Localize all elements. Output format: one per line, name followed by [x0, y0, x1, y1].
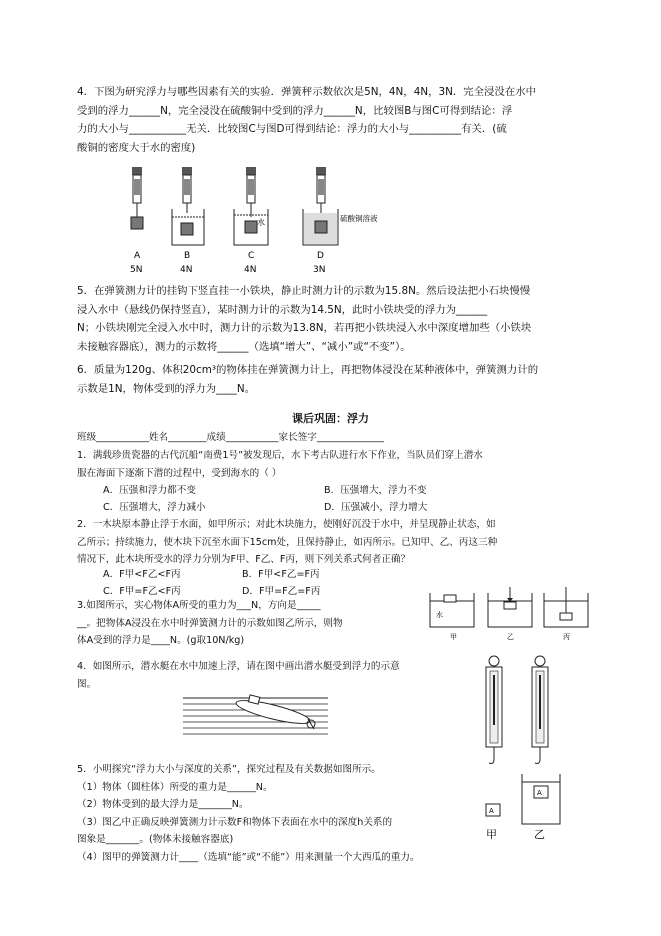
spring-scale-left-icon	[486, 656, 502, 764]
hw3-line-1: 3.如图所示，实心物体A所受的重力为___N，方向是_____	[77, 600, 321, 611]
hw1-option-c: C．压强增大，浮力减小	[103, 502, 206, 513]
q5-line-4: 未接触容器底），测力的示数将______（选填“增大”、“减小”或“不变”）。	[77, 340, 411, 353]
hw5-line-1: 5．小明探究“浮力大小与深度的关系”，探究过程及有关数据如图所示。	[77, 764, 381, 775]
section-title: 课后巩固：浮力	[292, 412, 369, 425]
q4-fig-c	[234, 167, 268, 245]
q4-label-d: D	[317, 251, 324, 261]
hw1-option-d: D．压强减小，浮力增大	[324, 502, 428, 513]
hw5-line-6: （4）图甲的弹簧测力计____（选填“能”或“不能”）用来测量一个大西瓜的重力。	[77, 851, 420, 863]
q4-line-1: 4．下图为研究浮力与哪些因素有关的实验．弹簧秤示数依次是5N，4N，4N，3N．完全浸没在水中	[77, 86, 536, 98]
hw2-line-3: 情况下，此木块所受水的浮力分别为F甲、F乙、F丙，则下列关系式何者正确？	[77, 554, 411, 565]
q4-text	[77, 83, 536, 157]
q4-label-b: B	[184, 251, 191, 261]
hw3-text	[77, 597, 343, 650]
hw2-line-1: 2．一木块原本静止浮于水面，如甲所示；对此木块施力，使刚好沉没于水中，并呈现静止状态，如	[77, 519, 496, 530]
hw2-label-bing: 丙	[563, 633, 570, 641]
q4-reading-b: 4N	[180, 265, 193, 275]
hw2-option-c: C．F甲=F乙<F丙	[103, 586, 181, 597]
hw5-line-3: （2）物体受到的最大浮力是_______N。	[77, 799, 249, 810]
q4-label-c: C	[248, 251, 255, 261]
q5-text	[77, 282, 531, 356]
hw2-figure	[428, 587, 598, 642]
hw5-text	[77, 761, 420, 866]
q4-reading-c: 4N	[244, 265, 257, 275]
q4-fig-d	[303, 167, 378, 245]
hw3-line-3: 体A受到的浮力是____N。(g取10N/kg)	[77, 635, 245, 646]
hw2-water-label: 水	[436, 611, 443, 619]
q4-fig-a	[131, 167, 143, 229]
q4-fig-b	[172, 167, 204, 245]
q4-label-a: A	[134, 251, 141, 261]
hw1-line-2: 服在海面下逐渐下潜的过程中，受到海水的（ ）	[77, 467, 282, 479]
hw2-option-b: B．F甲<F乙=F丙	[242, 569, 320, 580]
hw5-block-label: A	[489, 807, 494, 815]
q5-line-1: 5．在弹簧测力计的挂钩下竖直挂一小铁块，静止时测力计的示数为15.8N。然后设法把小石块慢慢	[77, 285, 531, 297]
hw5-line-4: （3）图乙中正确反映弹簧测力计示数F和物体下表面在水中的深度h关系的	[77, 816, 393, 828]
header-line: 班级___________姓名________成绩___________家长签字______________	[77, 432, 384, 443]
hw2-label-yi: 乙	[507, 633, 514, 641]
q6-line-1: 6．质量为120g、体积20cm³的物体挂在弹簧测力计上，再把物体浸没在某种液体中，弹簧测力计的	[77, 364, 539, 376]
q4-figure	[120, 165, 378, 275]
hw4-submarine-figure	[183, 688, 328, 740]
hw2-text	[77, 516, 497, 569]
hw2-option-d: D．F甲=F乙=F丙	[242, 586, 321, 597]
hw3-line-2: __。把物体A浸没在水中时弹簧测力计的示数如图乙所示，则物	[77, 617, 343, 629]
q4-water-label: 水	[257, 218, 265, 227]
q6-line-2: 示数是1N，物体受到的浮力为____N。	[77, 382, 256, 395]
hw5-label-yi: 乙	[534, 828, 545, 841]
hw5-block-label-2: A	[537, 789, 542, 797]
q4-line-3: 力的大小与___________无关．比较图C与图D可得到结论：浮力的大小与__________有关．(硫	[77, 123, 507, 135]
hw1-text	[77, 447, 483, 482]
q4-reading-a: 5N	[130, 265, 143, 275]
hw2-label-jia: 甲	[450, 633, 457, 641]
submarine-icon	[234, 695, 315, 729]
q4-line-4: 酸铜的密度大于水的密度)	[77, 141, 196, 154]
q4-solution-label: 硫酸铜溶液	[340, 214, 378, 223]
hw1-line-1: 1．满载珍贵瓷器的古代沉船“南费1号”被发现后，水下考古队进行水下作业，当队员们穿上潜水	[77, 450, 483, 461]
hw4-line-2: 图。	[77, 678, 97, 690]
hw5-line-5: 图象是_______。(物体未接触容器底)	[77, 834, 234, 845]
q4-reading-d: 3N	[313, 265, 326, 275]
spring-scale-right-icon	[532, 656, 548, 764]
hw-spring-scales-figure	[482, 655, 552, 775]
hw2-option-a: A．F甲<F乙<F丙	[103, 569, 181, 580]
hw4-line-1: 4．如图所示，潜水艇在水中加速上浮，请在图中画出潜水艇受到浮力的示意	[77, 661, 400, 672]
hw2-line-2: 乙所示；持续施力，使木块下沉至水面下15cm处，且保持静止，如丙所示。已知甲、乙、丙这三种	[77, 536, 498, 548]
q6-text	[77, 361, 538, 398]
q4-line-2: 受到的浮力______N，完全浸没在硫酸铜中受到的浮力______N，比较图B与图C可得到结论：浮	[77, 104, 513, 117]
hw1-option-a: A．压强和浮力都不变	[103, 485, 196, 496]
hw5-figure	[480, 772, 570, 842]
hw1-option-b: B．压强增大，浮力不变	[324, 485, 427, 496]
q5-line-2: 浸入水中（悬线仍保持竖直），某时测力计的示数为14.5N，此时小铁块受的浮力为______	[77, 303, 488, 316]
hw5-label-jia: 甲	[486, 828, 497, 841]
q5-line-3: N；小铁块刚完全浸入水中时，测力计的示数为13.8N，若再把小铁块浸入水中深度增加些（小铁块	[77, 322, 532, 334]
hw5-line-2: （1）物体（圆柱体）所受的重力是______N。	[77, 781, 273, 793]
